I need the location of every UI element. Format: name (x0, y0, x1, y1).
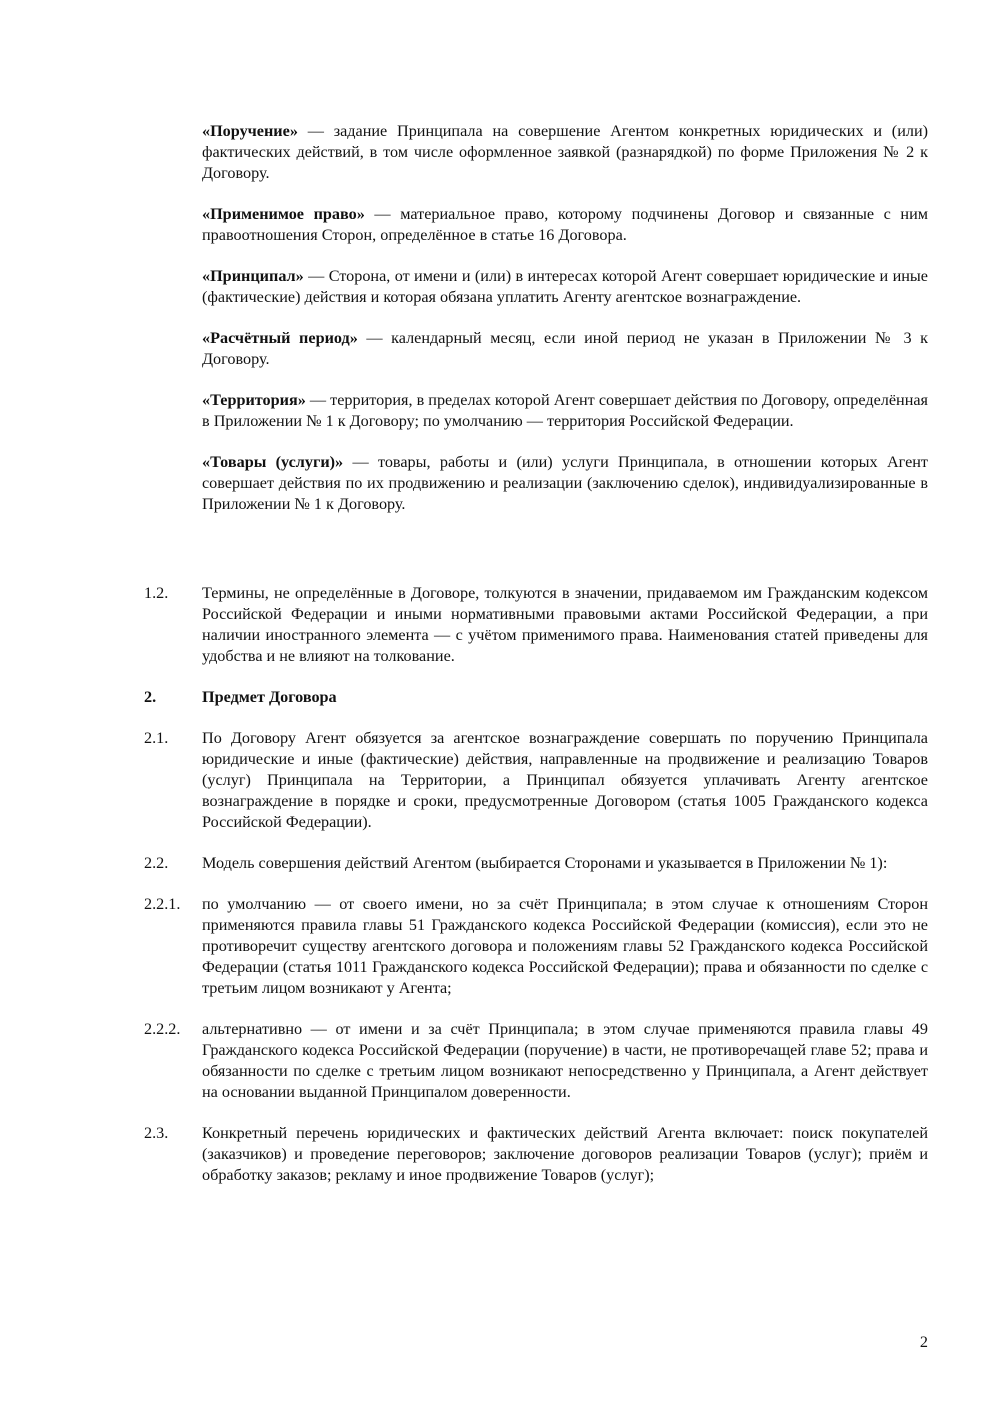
definition-text: — территория, в пределах которой Агент совершает действия по Договору, определённая в Приложении № 1 к Договору; по умолчанию — территория Российской Федерации. (202, 391, 928, 430)
clause-text: по умолчанию — от своего имени, но за счёт Принципала; в этом случае к отношениям Сторон применяются правила главы 51 Гражданского кодекса Российской Федерации (комиссия), если это не противоречит существу агентского договора и положениям главы 52 Гражданского кодекса Российской Федерации (статья 1011 Гражданского кодекса Российской Федерации); права и обязанности по сделке с третьим лицом возникают у Агента; (202, 895, 928, 997)
page-number: 2 (919, 1333, 928, 1351)
clause-2-3 (144, 1123, 928, 1186)
definitions-list (202, 121, 928, 535)
definition-term: «Применимое право» (202, 205, 365, 223)
clause-number: 2.2.2. (144, 1020, 181, 1038)
clause-number: 2.2.1. (144, 895, 181, 913)
definition-term: «Расчётный период» (202, 329, 358, 347)
definition-text: — задание Принципала на совершение Агентом конкретных юридических и (или) фактических действий, в том числе оформленное заявкой (разнарядкой) по форме Приложения № 2 к Договору. (202, 122, 928, 182)
definition-term: «Товары (услуги)» (202, 453, 344, 471)
clause-number: 1.2. (144, 584, 169, 602)
clause-2-1 (144, 728, 928, 833)
definition-item (202, 328, 928, 370)
definition-item (202, 266, 928, 308)
clause-text: По Договору Агент обязуется за агентское вознаграждение совершать по поручению Принципала юридические и иные (фактические) действия, направленные на продвижение и реализацию Товаров (услуг) Принципала на Территории, а Принципал обязуется уплачивать Агенту агентское вознаграждение в порядке и сроки, предусмотренные Договором (статья 1005 Гражданского кодекса Российской Федерации). (202, 729, 928, 831)
definition-text: — Сторона, от имени и (или) в интересах которой Агент совершает юридические и иные (фактические) действия и которая обязана уплатить Агенту агентское вознаграждение. (202, 267, 928, 306)
clauses-list (144, 583, 928, 1206)
definition-item (202, 390, 928, 432)
definition-item (202, 121, 928, 184)
definition-item (202, 204, 928, 246)
clause-text: Модель совершения действий Агентом (выбирается Сторонами и указывается в Приложении № 1): (202, 854, 888, 872)
clause-text: альтернативно — от имени и за счёт Принципала; в этом случае применяются правила главы 49 Гражданского кодекса Российской Федерации (поручение) в части, не противоречащей главе 52; права и обязанности по сделке с третьим лицом возникают непосредственно у Принципала, а Агент действует на основании выданной Принципалом доверенности. (202, 1020, 928, 1101)
clause-2-2-2 (144, 1019, 928, 1103)
clause-text: Термины, не определённые в Договоре, толкуются в значении, придаваемом им Гражданским кодексом Российской Федерации и иными нормативными правовыми актами Российской Федерации, а при наличии иностранного элемента — с учётом применимого права. Наименования статей приведены для удобства и не влияют на толкование. (202, 584, 928, 665)
section-title: Предмет Договора (202, 688, 337, 706)
clause-1-2 (144, 583, 928, 667)
definition-term: «Поручение» (202, 122, 298, 140)
definition-text: — товары, работы и (или) услуги Принципала, в отношении которых Агент совершает действия по их продвижению и реализации (заключению сделок), индивидуализированные в Приложении № 1 к Договору. (202, 453, 928, 513)
definition-text: — календарный месяц, если иной период не указан в Приложении № 3 к Договору. (202, 329, 929, 368)
clause-number: 2.2. (144, 854, 169, 872)
section-number: 2. (144, 688, 157, 706)
clause-2-2-1 (144, 894, 928, 999)
clause-number: 2.1. (144, 729, 169, 747)
definition-term: «Территория» (202, 391, 306, 409)
clause-text: Конкретный перечень юридических и фактических действий Агента включает: поиск покупателей (заказчиков) и проведение переговоров; заключение договоров реализации Товаров (услуг); приём и обработку заказов; рекламу и иное продвижение Товаров (услуг); (202, 1124, 928, 1184)
definition-item (202, 452, 928, 515)
definition-term: «Принципал» (202, 267, 304, 285)
clause-2-2 (144, 853, 928, 874)
clause-number: 2.3. (144, 1124, 169, 1142)
definition-text: — материальное право, которому подчинены Договор и связанные с ним правоотношения Сторон, определённое в статье 16 Договора. (202, 205, 928, 244)
section-heading (144, 687, 928, 708)
